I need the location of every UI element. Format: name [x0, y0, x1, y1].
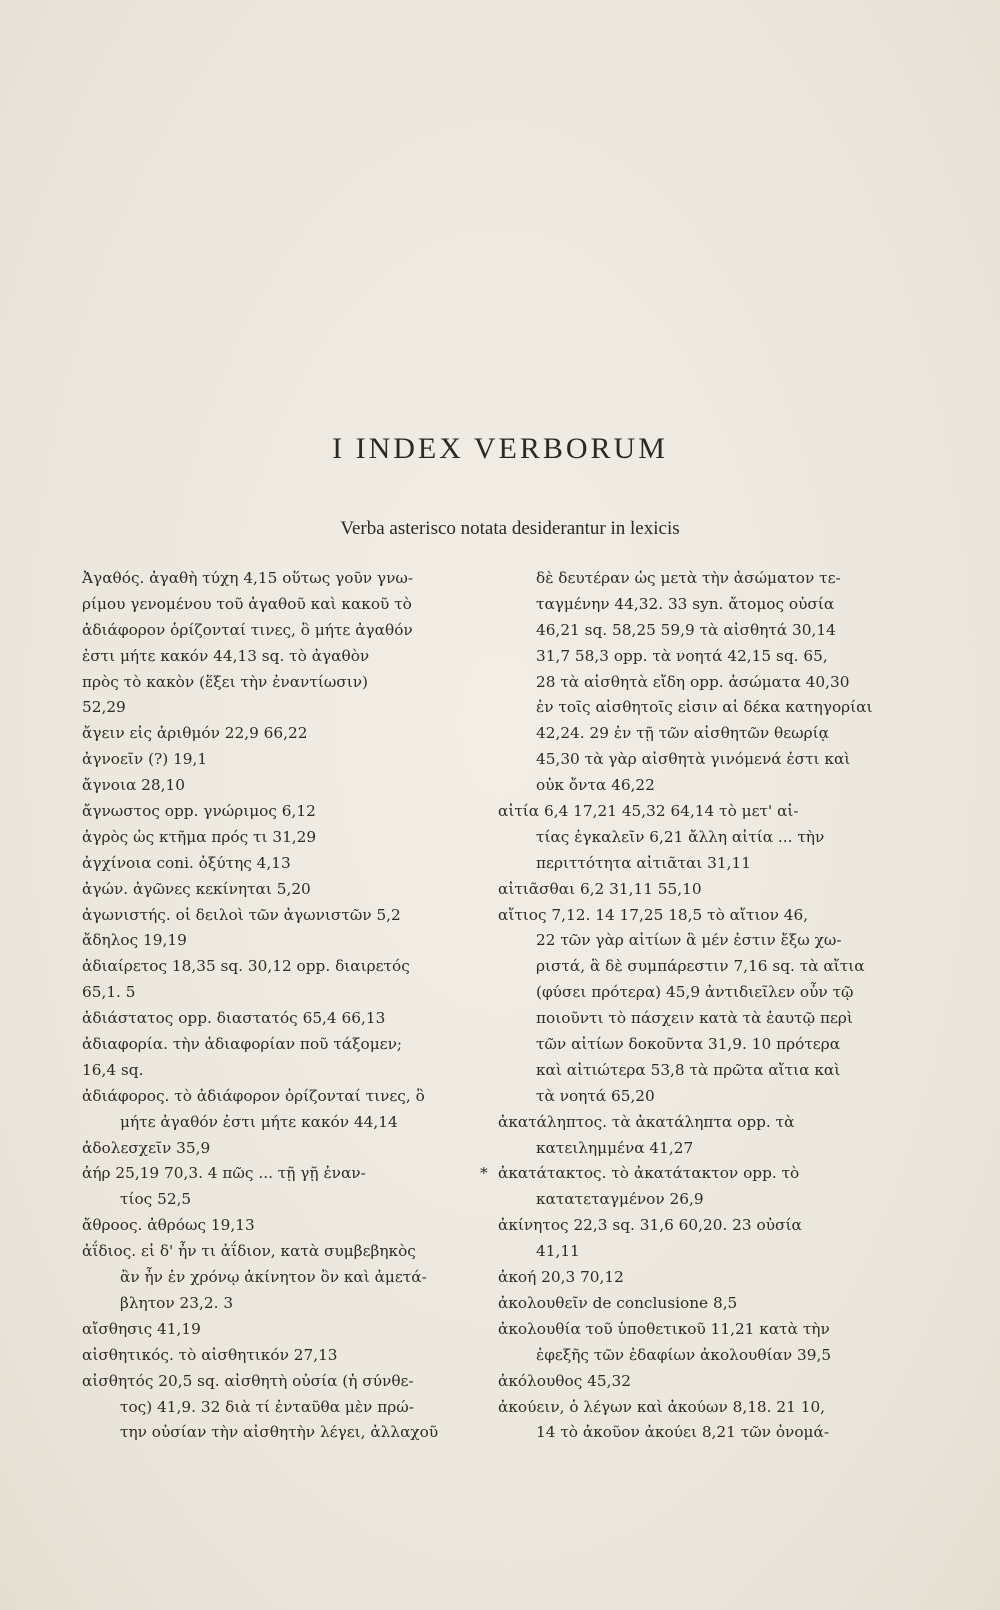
index-line	[82, 721, 477, 747]
index-line-text: ἀδιάστατος opp. διαστατός 65,4 66,13	[82, 1009, 386, 1028]
index-line	[82, 1213, 477, 1239]
index-line	[498, 903, 893, 929]
index-line	[498, 1343, 893, 1369]
index-line	[82, 1058, 477, 1084]
index-line-text: ἀγών. ἀγῶνες κεκίνηται 5,20	[82, 879, 311, 898]
index-line-text: μήτε ἀγαθόν ἐστι μήτε κακόν 44,14	[120, 1112, 398, 1131]
index-line-text: ἐν τοῖς αἰσθητοῖς εἰσιν αἱ δέκα κατηγορίαι	[536, 698, 873, 717]
index-line-text: καὶ αἰτιώτερα 53,8 τὰ πρῶτα αἴτια καὶ	[536, 1060, 841, 1079]
index-line	[82, 877, 477, 903]
index-line	[498, 644, 893, 670]
index-line-text: αἰτία 6,4 17,21 45,32 64,14 τὸ μετ' αἰ-	[498, 802, 799, 821]
index-line-text: περιττότητα αἰτιᾶται 31,11	[536, 853, 751, 872]
index-line	[498, 747, 893, 773]
index-line-text: κατειλημμένα 41,27	[536, 1138, 694, 1157]
index-line	[498, 1369, 893, 1395]
index-line-text: τίας ἐγκαλεῖν 6,21 ἄλλη αἰτία ... τὴν	[536, 827, 825, 846]
index-line	[82, 670, 477, 696]
index-line-text: τῶν αἰτίων δοκοῦντα 31,9. 10 πρότερα	[536, 1035, 841, 1054]
index-line-text: δὲ δευτέραν ὡς μετὰ τὴν ἀσώματον τε-	[536, 569, 841, 587]
asterisk-mark: *	[480, 1164, 488, 1183]
index-line-text: 16,4 sq.	[82, 1060, 144, 1079]
index-line-text: ριστά, ἃ δὲ συμπάρεστιν 7,16 sq. τὰ αἴτια	[536, 957, 865, 976]
right-index-column	[480, 566, 893, 1446]
index-line	[82, 1032, 477, 1058]
index-line-text: ἀΐδιος. εἰ δ' ἦν τι ἀΐδιον, κατὰ συμβεβηκὸς	[82, 1242, 416, 1261]
index-line-text: ἀκολουθία τοῦ ὑποθετικοῦ 11,21 κατὰ τὴν	[498, 1319, 830, 1338]
index-line-text: ἀήρ 25,19 70,3. 4 πῶς ... τῇ γῇ ἐναν-	[82, 1164, 366, 1183]
index-line	[82, 1265, 477, 1291]
index-line	[82, 1369, 477, 1395]
index-line	[498, 1032, 893, 1058]
index-line	[82, 851, 477, 877]
index-line	[498, 695, 893, 721]
index-line	[82, 1084, 477, 1110]
index-line-text: τὰ νοητά 65,20	[536, 1086, 655, 1105]
index-line-text: 52,29	[82, 698, 126, 717]
index-line-text: ἀκόλουθος 45,32	[498, 1371, 631, 1390]
index-line-text: ἀκατάτακτος. τὸ ἀκατάτακτον opp. τὸ	[498, 1164, 800, 1183]
index-line	[498, 566, 893, 592]
index-line	[82, 1239, 477, 1265]
index-line	[82, 903, 477, 929]
index-line-text: ἐφεξῆς τῶν ἐδαφίων ἀκολουθίαν 39,5	[536, 1345, 832, 1364]
index-line-text: Ἀγαθός. ἀγαθὴ τύχη 4,15 οὕτως γοῦν γνω-	[82, 569, 414, 587]
index-line-text: τος) 41,9. 32 διὰ τί ἐνταῦθα μὲν πρώ-	[120, 1397, 414, 1416]
index-line	[82, 1395, 477, 1421]
index-line-text: αἴσθησις 41,19	[82, 1319, 201, 1338]
index-line	[498, 1136, 893, 1162]
index-line	[498, 1265, 893, 1291]
index-line	[82, 695, 477, 721]
index-line	[498, 928, 893, 954]
left-index-column	[82, 566, 477, 1446]
index-line	[82, 644, 477, 670]
index-line-text: ἄδηλος 19,19	[82, 931, 187, 950]
index-line	[498, 618, 893, 644]
index-line-text: ἄγειν εἰς ἀριθμόν 22,9 66,22	[82, 724, 308, 743]
index-line-text: κατατεταγμένον 26,9	[536, 1190, 704, 1209]
index-line	[82, 799, 477, 825]
index-line	[82, 954, 477, 980]
index-line-text: 65,1. 5	[82, 983, 136, 1002]
index-line-text: ἀκατάληπτος. τὰ ἀκατάληπτα opp. τὰ	[498, 1112, 795, 1131]
index-line-text: ποιοῦντι τὸ πάσχειν κατὰ τὰ ἑαυτῷ περὶ	[536, 1009, 853, 1028]
index-line	[498, 773, 893, 799]
index-line-text: ἄγνοια 28,10	[82, 776, 185, 795]
index-line-text: πρὸς τὸ κακὸν (ἕξει τὴν ἐναντίωσιν)	[82, 672, 368, 691]
index-line-text: ἀκίνητος 22,3 sq. 31,6 60,20. 23 οὐσία	[498, 1216, 802, 1235]
index-line-text: αἴτιος 7,12. 14 17,25 18,5 τὸ αἴτιον 46,	[498, 905, 809, 924]
index-line	[498, 1420, 893, 1446]
index-line	[82, 1343, 477, 1369]
index-line	[498, 1291, 893, 1317]
index-line-text: ἀκοή 20,3 70,12	[498, 1268, 624, 1287]
index-line-text: ἀγχίνοια coni. ὀξύτης 4,13	[82, 853, 291, 872]
index-line	[82, 1291, 477, 1317]
index-line	[498, 799, 893, 825]
index-line	[498, 670, 893, 696]
index-line-text: ἀγωνιστής. οἱ δειλοὶ τῶν ἀγωνιστῶν 5,2	[82, 905, 401, 924]
index-line-text: 28 τὰ αἰσθητὰ εἴδη opp. ἀσώματα 40,30	[536, 672, 850, 691]
index-line-text: ἂν ἦν ἐν χρόνῳ ἀκίνητον ὂν καὶ ἀμετά-	[120, 1268, 427, 1287]
index-line-text: 14 τὸ ἀκοῦον ἀκούει 8,21 τῶν ὀνομά-	[536, 1423, 829, 1442]
index-line-text: αἰτιᾶσθαι 6,2 31,11 55,10	[498, 879, 702, 898]
index-line-text: ἀδιαίρετος 18,35 sq. 30,12 opp. διαιρετός	[82, 957, 410, 976]
index-line-text: αἰσθητός 20,5 sq. αἰσθητὴ οὐσία (ἡ σύνθε-	[82, 1371, 414, 1390]
index-line-text: ἀδιάφορον ὁρίζονταί τινες, ὃ μήτε ἀγαθόν	[82, 620, 413, 639]
index-line	[498, 1058, 893, 1084]
index-line-text: αἰσθητικός. τὸ αἰσθητικόν 27,13	[82, 1345, 338, 1364]
index-line	[82, 1317, 477, 1343]
index-line	[498, 1213, 893, 1239]
index-line-text: 45,30 τὰ γὰρ αἰσθητὰ γινόμενά ἐστι καὶ	[536, 750, 851, 769]
index-line-text: ἀκολουθεῖν de conclusione 8,5	[498, 1293, 738, 1312]
index-line	[82, 1187, 477, 1213]
index-line-text: (φύσει πρότερα) 45,9 ἀντιδιεῖλεν οὖν τῷ	[536, 983, 854, 1002]
index-line	[480, 1161, 893, 1187]
index-line-text: οὐκ ὄντα 46,22	[536, 776, 655, 795]
index-line-text: 46,21 sq. 58,25 59,9 τὰ αἰσθητά 30,14	[536, 620, 836, 639]
index-line	[498, 1187, 893, 1213]
index-line	[498, 1084, 893, 1110]
index-line	[498, 1006, 893, 1032]
index-line-text: ἄθροος. ἀθρόως 19,13	[82, 1216, 255, 1235]
index-line-text: ἄγνωστος opp. γνώριμος 6,12	[82, 802, 316, 821]
index-line-text: 42,24. 29 ἐν τῇ τῶν αἰσθητῶν θεωρίᾳ	[536, 724, 829, 743]
index-line-text: ἀδιάφορος. τὸ ἀδιάφορον ὁρίζονταί τινες, ὃ	[82, 1086, 425, 1105]
index-line-text: ἀδολεσχεῖν 35,9	[82, 1138, 211, 1157]
index-line	[82, 566, 477, 592]
index-line	[82, 1161, 477, 1187]
page-subtitle: Verba asterisco notata desiderantur in lexicis	[340, 518, 680, 539]
index-line	[498, 721, 893, 747]
index-line	[498, 851, 893, 877]
index-line-text: ἀγνοεῖν (?) 19,1	[82, 750, 208, 769]
index-line-text: ἀκούειν, ὁ λέγων καὶ ἀκούων 8,18. 21 10,	[498, 1397, 826, 1416]
index-line-text: 22 τῶν γὰρ αἰτίων ἃ μέν ἐστιν ἔξω χω-	[536, 931, 842, 950]
index-line	[498, 877, 893, 903]
index-line	[82, 980, 477, 1006]
index-line-text: ἀγρὸς ὡς κτῆμα πρός τι 31,29	[82, 827, 317, 846]
index-line	[498, 1239, 893, 1265]
index-line-text: 41,11	[536, 1242, 580, 1261]
index-line	[498, 980, 893, 1006]
index-line-text: την οὐσίαν τὴν αἰσθητὴν λέγει, ἀλλαχοῦ	[120, 1423, 439, 1442]
page-title: I INDEX VERBORUM	[332, 432, 668, 465]
index-line-text: τίος 52,5	[120, 1190, 192, 1209]
index-line-text: 31,7 58,3 opp. τὰ νοητά 42,15 sq. 65,	[536, 646, 828, 665]
index-line-text: ρίμου γενομένου τοῦ ἀγαθοῦ καὶ κακοῦ τὸ	[82, 594, 412, 613]
index-line	[82, 825, 477, 851]
index-line	[82, 747, 477, 773]
index-line	[82, 618, 477, 644]
index-line	[82, 592, 477, 618]
index-line	[498, 825, 893, 851]
index-line	[82, 1110, 477, 1136]
index-line	[82, 773, 477, 799]
index-line-text: ἐστι μήτε κακόν 44,13 sq. τὸ ἀγαθὸν	[82, 646, 370, 665]
index-line	[498, 1110, 893, 1136]
index-line	[498, 954, 893, 980]
index-line	[82, 1006, 477, 1032]
index-line	[498, 1395, 893, 1421]
index-line	[82, 1136, 477, 1162]
index-line-text: ταγμένην 44,32. 33 syn. ἄτομος οὐσία	[536, 594, 835, 613]
index-line	[82, 928, 477, 954]
index-line	[498, 592, 893, 618]
index-line-text: ἀδιαφορία. τὴν ἀδιαφορίαν ποῦ τάξομεν;	[82, 1035, 403, 1054]
index-line	[498, 1317, 893, 1343]
index-line-text: βλητον 23,2. 3	[120, 1293, 234, 1312]
index-line	[82, 1420, 477, 1446]
